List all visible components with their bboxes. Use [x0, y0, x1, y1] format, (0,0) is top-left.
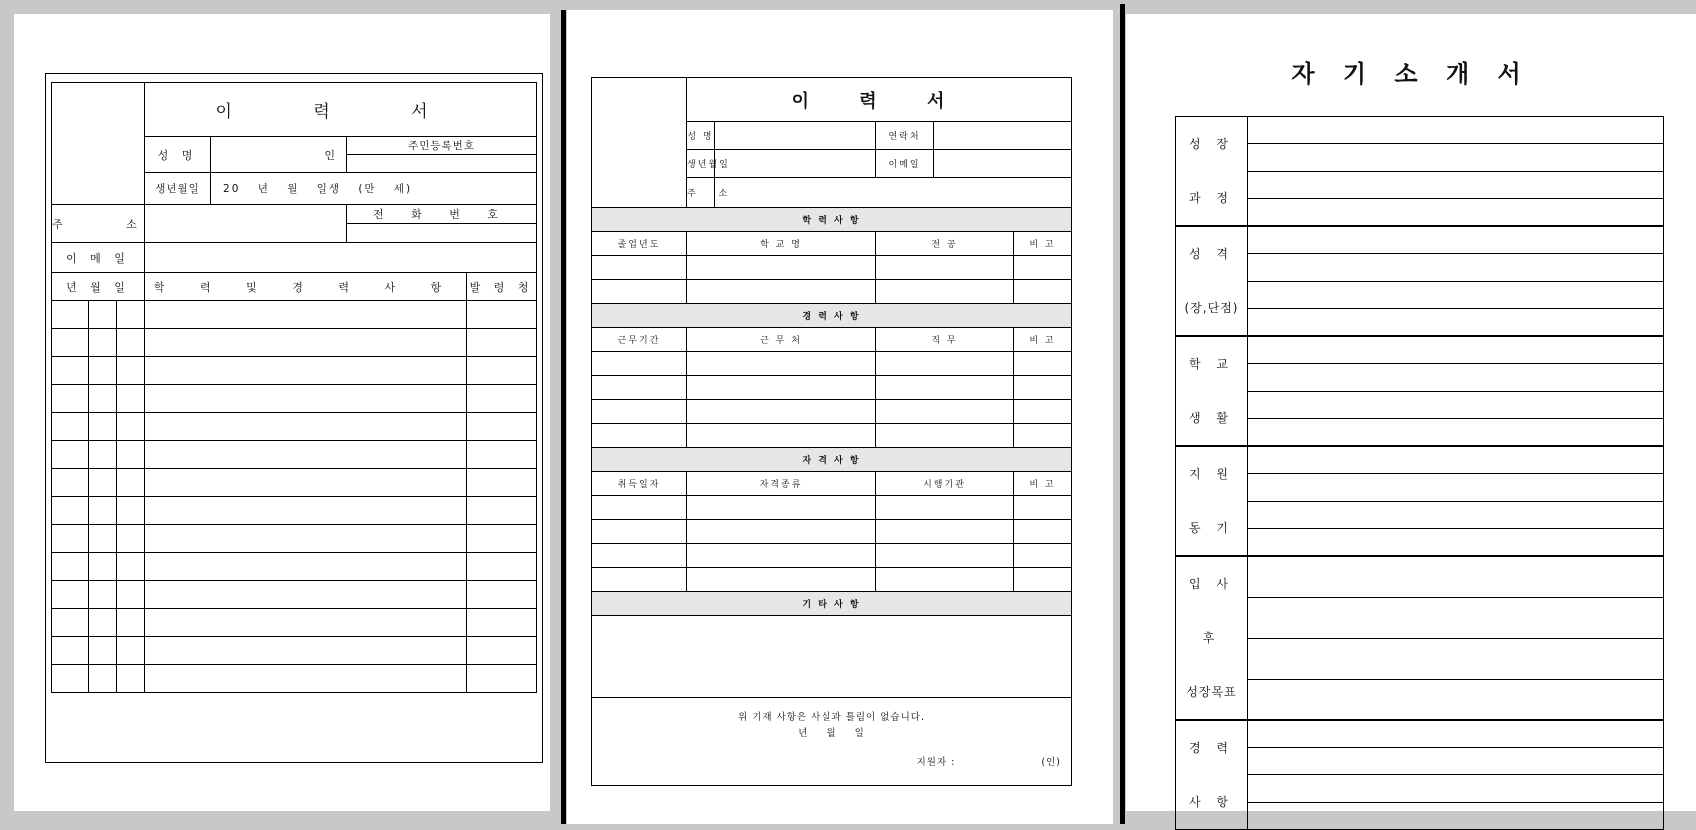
intro-line[interactable]	[1248, 446, 1664, 474]
intro-row	[1176, 775, 1664, 802]
history-day[interactable]	[117, 301, 145, 329]
history-row	[52, 525, 537, 553]
intro-section-label	[1176, 556, 1248, 720]
phone-field[interactable]	[347, 224, 537, 243]
career-header-note: 비 고	[1014, 328, 1072, 352]
intro-line[interactable]	[1248, 775, 1664, 802]
intro-label-bottom: (장,단점)	[1184, 301, 1239, 315]
intro-row	[1176, 254, 1664, 282]
history-day[interactable]	[117, 469, 145, 497]
history-issuer[interactable]	[467, 441, 537, 469]
history-row	[52, 357, 537, 385]
history-day[interactable]	[117, 329, 145, 357]
career-row	[592, 376, 1072, 400]
career-cell[interactable]	[592, 400, 687, 424]
address-label: 주 소	[687, 178, 715, 208]
history-year[interactable]	[52, 581, 89, 609]
intro-row	[1176, 226, 1664, 254]
contact-field[interactable]	[934, 122, 1072, 150]
career-cell[interactable]	[687, 400, 876, 424]
intro-line[interactable]	[1248, 391, 1664, 419]
license-header-agency: 시행기관	[876, 472, 1014, 496]
history-issuer[interactable]	[467, 469, 537, 497]
other-section-header: 기 타 사 항	[592, 592, 1072, 616]
license-row	[592, 544, 1072, 568]
pledge-box	[592, 698, 1072, 786]
intro-line[interactable]	[1248, 171, 1664, 198]
history-year[interactable]	[52, 413, 89, 441]
intro-row	[1176, 474, 1664, 502]
address-label: 주 소	[52, 205, 145, 243]
intro-line[interactable]	[1248, 254, 1664, 282]
page-separator	[1120, 4, 1125, 824]
intro-row	[1176, 281, 1664, 309]
education-header-note: 비 고	[1014, 232, 1072, 256]
career-cell[interactable]	[1014, 352, 1072, 376]
license-cell[interactable]	[592, 568, 687, 592]
intro-line[interactable]	[1248, 747, 1664, 774]
education-row	[592, 280, 1072, 304]
history-issuer[interactable]	[467, 329, 537, 357]
history-year[interactable]	[52, 357, 89, 385]
license-cell[interactable]	[687, 544, 876, 568]
history-detail[interactable]	[145, 441, 467, 469]
name-label: 성 명	[145, 137, 211, 173]
history-detail[interactable]	[145, 553, 467, 581]
career-cell[interactable]	[1014, 376, 1072, 400]
license-cell[interactable]	[1014, 544, 1072, 568]
intro-line[interactable]	[1248, 199, 1664, 226]
history-row	[52, 301, 537, 329]
intro-section-label	[1176, 446, 1248, 556]
license-cell[interactable]	[1014, 568, 1072, 592]
history-year[interactable]	[52, 329, 89, 357]
intro-line[interactable]	[1248, 529, 1664, 557]
intro-label-top: 입 사 후	[1189, 577, 1234, 645]
intro-line[interactable]	[1248, 556, 1664, 597]
history-row	[52, 413, 537, 441]
intro-line[interactable]	[1248, 419, 1664, 447]
intro-row	[1176, 199, 1664, 226]
history-year[interactable]	[52, 609, 89, 637]
history-month[interactable]	[89, 609, 117, 637]
education-header-school: 학 교 명	[687, 232, 876, 256]
resume-form-table	[591, 77, 1072, 786]
history-issuer[interactable]	[467, 609, 537, 637]
education-cell[interactable]	[592, 280, 687, 304]
intro-label-bottom: 생 활	[1189, 411, 1234, 425]
career-row	[592, 424, 1072, 448]
address-field[interactable]	[145, 205, 347, 243]
history-issuer[interactable]	[467, 301, 537, 329]
career-row	[592, 400, 1072, 424]
applicant-label: 지원자 :	[916, 757, 956, 768]
resume-classic-page	[14, 14, 550, 811]
career-cell[interactable]	[1014, 424, 1072, 448]
resume-form-page	[567, 10, 1113, 824]
history-month[interactable]	[89, 301, 117, 329]
history-label: 학 력 및 경 력 사 항	[145, 273, 467, 301]
history-detail[interactable]	[145, 665, 467, 693]
career-cell[interactable]	[687, 376, 876, 400]
self-intro-table	[1175, 116, 1664, 830]
seal-label: (인)	[1041, 757, 1062, 768]
history-issuer[interactable]	[467, 497, 537, 525]
history-detail[interactable]	[145, 525, 467, 553]
other-field[interactable]	[592, 616, 1072, 698]
license-cell[interactable]	[876, 496, 1014, 520]
intro-label-top: 경 력	[1189, 741, 1234, 755]
address-field[interactable]	[715, 178, 1072, 208]
history-month[interactable]	[89, 553, 117, 581]
license-cell[interactable]	[687, 520, 876, 544]
history-month[interactable]	[89, 497, 117, 525]
history-year[interactable]	[52, 301, 89, 329]
pledge-text: 위 기재 사항은 사실과 틀림이 없습니다.	[738, 712, 925, 723]
career-cell[interactable]	[876, 424, 1014, 448]
history-detail[interactable]	[145, 581, 467, 609]
birth-format: 년 월 일생 (만 세)	[257, 183, 413, 195]
history-detail[interactable]	[145, 329, 467, 357]
history-year[interactable]	[52, 497, 89, 525]
history-issuer[interactable]	[467, 413, 537, 441]
history-month[interactable]	[89, 385, 117, 413]
education-cell[interactable]	[687, 256, 876, 280]
career-header-duty: 직 무	[876, 328, 1014, 352]
education-cell[interactable]	[687, 280, 876, 304]
name-field[interactable]	[211, 137, 347, 173]
education-row	[592, 256, 1072, 280]
birth-label: 생년월일	[687, 150, 715, 178]
page-title: 이 력 서	[687, 78, 1072, 122]
birth-year-prefix: 20	[223, 183, 241, 195]
name-field[interactable]	[715, 122, 876, 150]
intro-line[interactable]	[1248, 720, 1664, 747]
intro-label-top: 지 원	[1189, 467, 1234, 481]
intro-line[interactable]	[1248, 226, 1664, 254]
contact-label: 연락처	[876, 122, 934, 150]
rrn-field[interactable]	[347, 155, 537, 173]
history-detail[interactable]	[145, 637, 467, 665]
history-detail[interactable]	[145, 301, 467, 329]
intro-row	[1176, 117, 1664, 144]
license-header-date: 취득일자	[592, 472, 687, 496]
license-cell[interactable]	[876, 520, 1014, 544]
history-row	[52, 665, 537, 693]
history-detail[interactable]	[145, 497, 467, 525]
history-year[interactable]	[52, 469, 89, 497]
education-cell[interactable]	[592, 256, 687, 280]
career-cell[interactable]	[592, 352, 687, 376]
license-row	[592, 496, 1072, 520]
education-section-header: 학 력 사 항	[592, 208, 1072, 232]
email-label: 이메일	[876, 150, 934, 178]
intro-row	[1176, 309, 1664, 337]
career-cell[interactable]	[592, 424, 687, 448]
career-cell[interactable]	[876, 376, 1014, 400]
resume-classic-table	[51, 82, 537, 693]
history-issuer[interactable]	[467, 525, 537, 553]
intro-line[interactable]	[1248, 117, 1664, 144]
history-month[interactable]	[89, 581, 117, 609]
birth-field[interactable]	[715, 150, 876, 178]
career-header-company: 근 무 처	[687, 328, 876, 352]
history-issuer[interactable]	[467, 357, 537, 385]
history-row	[52, 497, 537, 525]
intro-row	[1176, 419, 1664, 447]
education-cell[interactable]	[876, 256, 1014, 280]
history-issuer[interactable]	[467, 553, 537, 581]
intro-line[interactable]	[1248, 679, 1664, 720]
name-label: 성 명	[687, 122, 715, 150]
intro-row	[1176, 638, 1664, 679]
intro-line[interactable]	[1248, 597, 1664, 638]
intro-row	[1176, 501, 1664, 529]
intro-row	[1176, 597, 1664, 638]
history-issuer[interactable]	[467, 385, 537, 413]
career-cell[interactable]	[687, 352, 876, 376]
history-row	[52, 609, 537, 637]
intro-line[interactable]	[1248, 364, 1664, 392]
history-detail[interactable]	[145, 609, 467, 637]
history-month[interactable]	[89, 329, 117, 357]
history-day[interactable]	[117, 581, 145, 609]
history-year[interactable]	[52, 637, 89, 665]
history-day[interactable]	[117, 609, 145, 637]
license-cell[interactable]	[687, 568, 876, 592]
birth-label: 생년월일	[145, 173, 211, 205]
history-year[interactable]	[52, 665, 89, 693]
license-cell[interactable]	[876, 544, 1014, 568]
intro-row	[1176, 529, 1664, 557]
intro-line[interactable]	[1248, 309, 1664, 337]
intro-row	[1176, 802, 1664, 829]
intro-label-top: 학 교	[1189, 357, 1234, 371]
history-month[interactable]	[89, 469, 117, 497]
history-day[interactable]	[117, 553, 145, 581]
seal-label: 인	[324, 148, 341, 162]
intro-label-bottom: 동 기	[1189, 521, 1234, 535]
education-cell[interactable]	[1014, 280, 1072, 304]
intro-row	[1176, 446, 1664, 474]
history-day[interactable]	[117, 637, 145, 665]
birth-field[interactable]	[211, 173, 537, 205]
career-cell[interactable]	[876, 400, 1014, 424]
career-row	[592, 352, 1072, 376]
history-row	[52, 581, 537, 609]
history-month[interactable]	[89, 357, 117, 385]
history-detail[interactable]	[145, 385, 467, 413]
history-year[interactable]	[52, 553, 89, 581]
intro-row	[1176, 720, 1664, 747]
intro-label-bottom: 사 항	[1189, 795, 1234, 809]
license-cell[interactable]	[592, 544, 687, 568]
intro-line[interactable]	[1248, 474, 1664, 502]
license-section-header: 자 격 사 항	[592, 448, 1072, 472]
phone-label: 전 화 번 호	[347, 205, 537, 224]
history-month[interactable]	[89, 413, 117, 441]
education-cell[interactable]	[1014, 256, 1072, 280]
license-row	[592, 520, 1072, 544]
date-line: 년 월 일	[798, 728, 865, 739]
intro-row	[1176, 679, 1664, 720]
license-cell[interactable]	[1014, 520, 1072, 544]
rrn-label: 주민등록번호	[347, 137, 537, 155]
intro-section-label	[1176, 117, 1248, 227]
email-field[interactable]	[145, 243, 537, 273]
intro-row	[1176, 336, 1664, 364]
career-cell[interactable]	[592, 376, 687, 400]
intro-section-label	[1176, 226, 1248, 336]
history-month[interactable]	[89, 665, 117, 693]
page-separator	[561, 10, 566, 824]
history-day[interactable]	[117, 357, 145, 385]
intro-section-label	[1176, 720, 1248, 830]
intro-row	[1176, 171, 1664, 198]
history-day[interactable]	[117, 385, 145, 413]
intro-line[interactable]	[1248, 144, 1664, 171]
photo-box[interactable]	[592, 78, 687, 208]
intro-label-top: 성 장	[1189, 137, 1234, 151]
license-cell[interactable]	[592, 496, 687, 520]
history-issuer[interactable]	[467, 637, 537, 665]
education-header-year: 졸업년도	[592, 232, 687, 256]
history-row	[52, 637, 537, 665]
intro-line[interactable]	[1248, 281, 1664, 309]
self-intro-page	[1126, 14, 1696, 811]
license-cell[interactable]	[1014, 496, 1072, 520]
license-cell[interactable]	[876, 568, 1014, 592]
intro-row	[1176, 747, 1664, 774]
history-issuer[interactable]	[467, 665, 537, 693]
career-cell[interactable]	[1014, 400, 1072, 424]
history-day[interactable]	[117, 497, 145, 525]
career-section-header: 경 력 사 항	[592, 304, 1072, 328]
history-row	[52, 469, 537, 497]
page-title: 이 력 서	[145, 83, 537, 137]
career-header-period: 근무기간	[592, 328, 687, 352]
signature-line	[917, 755, 1061, 771]
history-day[interactable]	[117, 441, 145, 469]
license-header-type: 자격종류	[687, 472, 876, 496]
history-year[interactable]	[52, 525, 89, 553]
email-label: 이 메 일	[52, 243, 145, 273]
license-cell[interactable]	[687, 496, 876, 520]
history-day[interactable]	[117, 665, 145, 693]
history-detail[interactable]	[145, 413, 467, 441]
intro-line[interactable]	[1248, 802, 1664, 829]
intro-label-bottom: 성장목표	[1186, 685, 1237, 699]
education-header-major: 전 공	[876, 232, 1014, 256]
page-title: 자 기 소 개 서	[1291, 60, 1531, 88]
career-cell[interactable]	[687, 424, 876, 448]
history-row	[52, 441, 537, 469]
history-row	[52, 385, 537, 413]
license-row	[592, 568, 1072, 592]
history-month[interactable]	[89, 441, 117, 469]
history-month[interactable]	[89, 637, 117, 665]
intro-line[interactable]	[1248, 638, 1664, 679]
intro-row	[1176, 144, 1664, 171]
history-year[interactable]	[52, 385, 89, 413]
license-cell[interactable]	[592, 520, 687, 544]
intro-section-label	[1176, 336, 1248, 446]
intro-row	[1176, 391, 1664, 419]
history-month[interactable]	[89, 525, 117, 553]
history-detail[interactable]	[145, 357, 467, 385]
history-year[interactable]	[52, 441, 89, 469]
intro-line[interactable]	[1248, 336, 1664, 364]
photo-box[interactable]	[52, 83, 145, 205]
history-day[interactable]	[117, 413, 145, 441]
date-label: 년 월 일	[52, 273, 145, 301]
career-cell[interactable]	[876, 352, 1014, 376]
history-issuer[interactable]	[467, 581, 537, 609]
history-row	[52, 329, 537, 357]
education-cell[interactable]	[876, 280, 1014, 304]
intro-label-bottom: 과 정	[1189, 191, 1234, 205]
intro-line[interactable]	[1248, 501, 1664, 529]
intro-row	[1176, 364, 1664, 392]
history-row	[52, 553, 537, 581]
email-field[interactable]	[934, 150, 1072, 178]
history-day[interactable]	[117, 525, 145, 553]
issuer-label: 발 령 청	[467, 273, 537, 301]
history-detail[interactable]	[145, 469, 467, 497]
intro-row	[1176, 556, 1664, 597]
intro-label-top: 성 격	[1189, 247, 1234, 261]
license-header-note: 비 고	[1014, 472, 1072, 496]
